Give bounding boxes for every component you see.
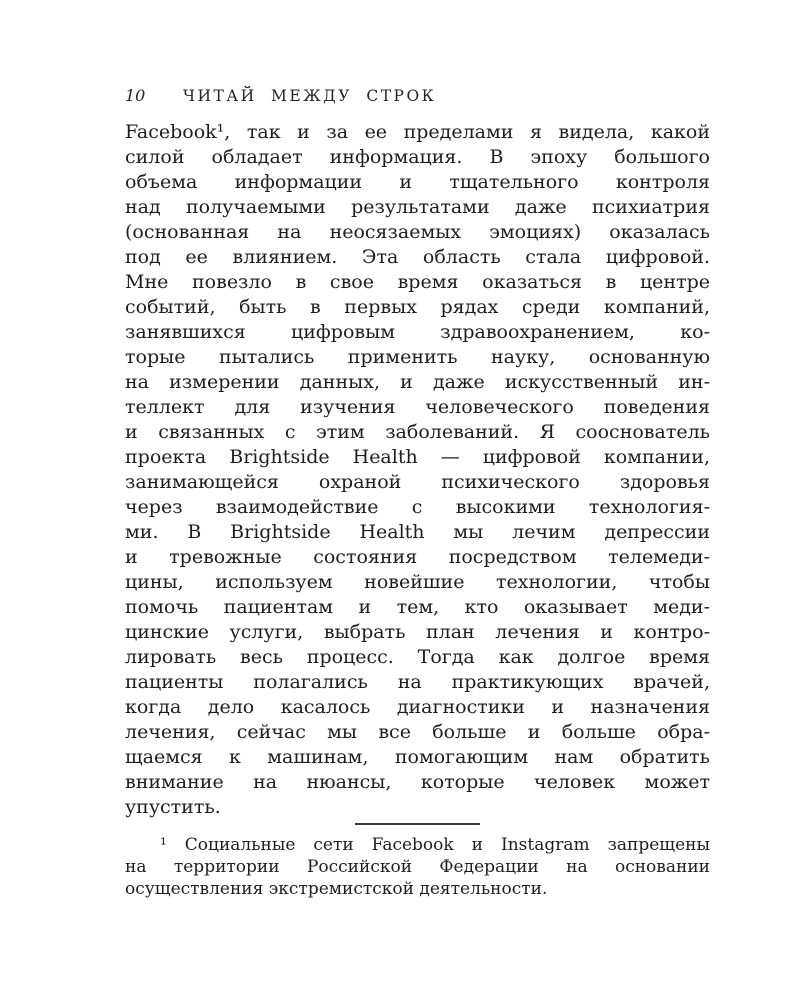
body-text-line: Facebook¹, так и за ее пределами я видела, какой	[125, 121, 710, 143]
body-text	[125, 120, 710, 820]
page-number: 10	[125, 86, 146, 105]
footnote-line: осуществления экстремистской деятельности.	[125, 879, 548, 899]
body-text-line: объема информации и тщательного контроля	[125, 171, 710, 193]
body-text-line: занявшихся цифровым здравоохранением, ко-	[125, 321, 710, 343]
body-text-line: лировать весь процесс. Тогда как долгое время	[125, 646, 710, 668]
body-text-line: под ее влиянием. Эта область стала цифровой.	[125, 246, 710, 268]
page-content	[125, 86, 710, 900]
body-text-line: теллект для изучения человеческого поведения	[125, 396, 710, 418]
footnote-separator-rule	[355, 823, 480, 825]
body-text-line: (основанная на неосязаемых эмоциях) оказалась	[125, 221, 710, 243]
body-text-line: через взаимодействие с высокими технология-	[125, 496, 710, 518]
body-text-line: ми. В Brightside Health мы лечим депрессии	[125, 521, 710, 543]
body-text-line: щаемся к машинам, помогающим нам обратить	[125, 746, 710, 768]
body-text-line: цинские услуги, выбрать план лечения и контро-	[125, 621, 710, 643]
body-text-line: внимание на нюансы, которые человек может	[125, 771, 710, 793]
body-text-line: занимающейся охраной психического здоровья	[125, 471, 710, 493]
body-text-line: упустить.	[125, 796, 221, 818]
body-text-line: и связанных с этим заболеваний. Я сооснователь	[125, 421, 710, 443]
footnote-line: на территории Российской Федерации на основании	[125, 857, 710, 877]
body-text-line: Мне повезло в свое время оказаться в центре	[125, 271, 710, 293]
footnote-line: ¹ Социальные сети Facebook и Instagram запрещены	[160, 835, 710, 855]
body-text-line: лечения, сейчас мы все больше и больше обра-	[125, 721, 710, 743]
body-text-line: торые пытались применить науку, основанную	[125, 346, 710, 368]
body-text-line: над получаемыми результатами даже психиатрия	[125, 196, 710, 218]
body-text-line: пациенты полагались на практикующих врачей,	[125, 671, 710, 693]
body-text-line: и тревожные состояния посредством телемеди-	[125, 546, 710, 568]
body-text-line: помочь пациентам и тем, кто оказывает меди-	[125, 596, 710, 618]
body-text-line: событий, быть в первых рядах среди компаний,	[125, 296, 710, 318]
body-text-line: когда дело касалось диагностики и назначения	[125, 696, 710, 718]
body-text-line: силой обладает информация. В эпоху большого	[125, 146, 710, 168]
body-text-line: на измерении данных, и даже искусственный ин-	[125, 371, 710, 393]
body-text-line: цины, используем новейшие технологии, чтобы	[125, 571, 710, 593]
running-title: ЧИТАЙ МЕЖДУ СТРОК	[183, 87, 437, 105]
body-text-line: проекта Brightside Health — цифровой компании,	[125, 446, 710, 468]
running-header	[125, 86, 710, 106]
footnote	[125, 834, 710, 900]
